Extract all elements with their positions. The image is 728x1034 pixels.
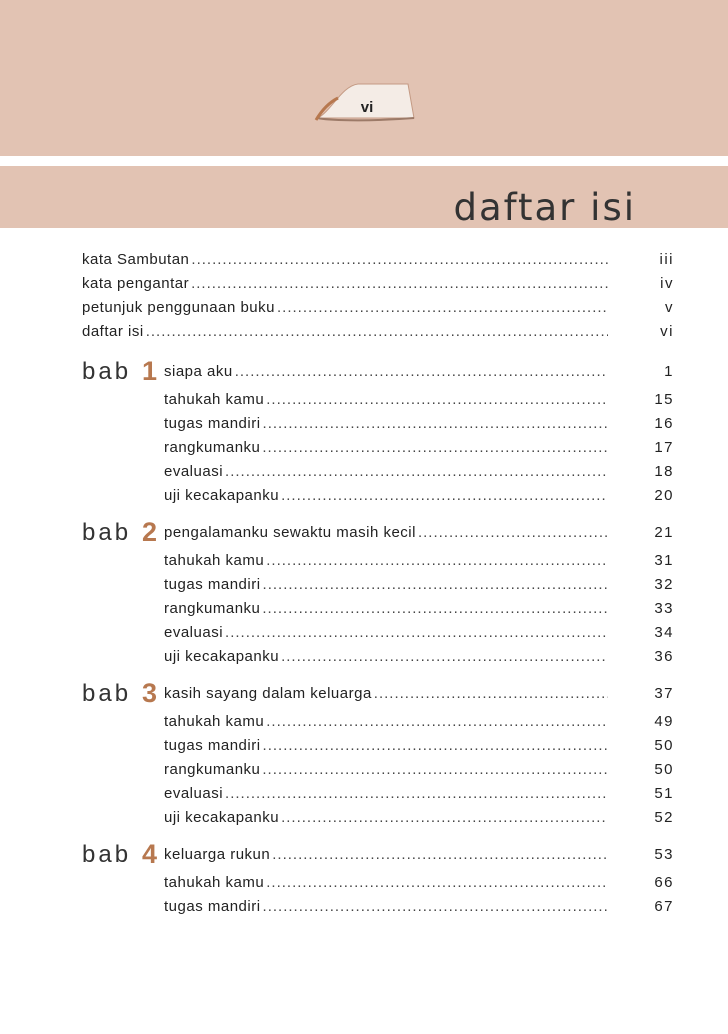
toc-entry-page: 67 [654,898,674,915]
toc-entry-leader [164,734,608,758]
chapter-title: keluarga rukun [164,843,272,867]
toc-entry-leader [164,806,608,830]
toc-entry-page: 31 [654,552,674,569]
dot-leader [272,843,608,867]
dot-leader [262,597,608,621]
toc-entry [82,412,678,436]
toc-entry-page: v [665,299,674,316]
toc-entry [82,782,678,806]
chapter-title: kasih sayang dalam keluarga [164,682,374,706]
toc-entry-page: 52 [654,809,674,826]
toc-entry-leader [164,388,608,412]
toc-entry-label: tahukah kamu [164,549,266,573]
toc-entry-page: 20 [654,487,674,504]
toc-entry-page: 34 [654,624,674,641]
toc-entry-leader [82,248,608,272]
chapter-number: 1 [142,356,158,386]
chapter-bab-label: bab [82,841,132,868]
toc-entry-leader [82,296,608,320]
toc-entry-page: 33 [654,600,674,617]
dot-leader [225,460,608,484]
dot-leader [266,710,608,734]
dot-leader [266,549,608,573]
chapter-title-leader [164,682,608,706]
toc-entry-label: uji kecakapanku [164,645,281,669]
toc-entry-label: tahukah kamu [164,871,266,895]
toc-entry-label: tugas mandiri [164,573,263,597]
toc-entry-label: daftar isi [82,320,146,344]
toc-entry [82,710,678,734]
toc-entry-page: iii [659,251,674,268]
toc-entry [82,388,678,412]
dot-leader [225,782,608,806]
dot-leader [262,758,608,782]
toc-entry-leader [164,573,608,597]
toc-entry-leader [164,460,608,484]
chapter-title: siapa aku [164,360,235,384]
chapter-number: 4 [142,839,158,869]
toc-entry-label: kata Sambutan [82,248,191,272]
toc-entry [82,871,678,895]
toc-entry [82,320,678,344]
chapter-number: 3 [142,678,158,708]
dot-leader [281,645,608,669]
chapter-title-leader [164,360,608,384]
dot-leader [281,806,608,830]
chapter-number: 2 [142,517,158,547]
dot-leader [277,296,608,320]
chapter-bab-label: bab [82,519,132,546]
toc-entry-label: tugas mandiri [164,412,263,436]
dot-leader [263,412,608,436]
chapter-title: pengalamanku sewaktu masih kecil [164,521,418,545]
toc-entry-page: 49 [654,713,674,730]
toc-entry [82,806,678,830]
toc-entry-page: 36 [654,648,674,665]
toc-entry-label: evaluasi [164,460,225,484]
dot-leader [191,272,608,296]
toc-entry [82,296,678,320]
dot-leader [191,248,608,272]
dot-leader [225,621,608,645]
toc-entry-label: evaluasi [164,621,225,645]
chapter-page: 53 [654,846,674,863]
dot-leader [146,320,608,344]
toc-entry-leader [164,412,608,436]
toc-entry-leader [164,621,608,645]
dot-leader [266,871,608,895]
dot-leader [374,682,608,706]
chapter-title-leader [164,843,608,867]
chapter-heading [82,356,678,388]
toc-entry [82,248,678,272]
toc-entry [82,758,678,782]
toc-entry-label: tahukah kamu [164,710,266,734]
toc-entry-page: 18 [654,463,674,480]
toc-entry-leader [82,272,608,296]
toc-entry [82,645,678,669]
toc-entry-leader [164,549,608,573]
toc-entry-leader [82,320,608,344]
dot-leader [263,895,608,919]
toc-entry-label: uji kecakapanku [164,806,281,830]
chapter-heading [82,839,678,871]
toc-entry-page: 50 [654,737,674,754]
toc-entry-leader [164,871,608,895]
toc-entry-leader [164,895,608,919]
chapter-page: 21 [654,524,674,541]
toc-entry-leader [164,782,608,806]
toc-entry-label: tahukah kamu [164,388,266,412]
toc-entry [82,597,678,621]
toc-entry [82,895,678,919]
dot-leader [266,388,608,412]
toc-entry-label: tugas mandiri [164,734,263,758]
dot-leader [281,484,608,508]
toc-entry [82,436,678,460]
toc-entry-page: 50 [654,761,674,778]
toc-entry-leader [164,645,608,669]
toc-entry-label: rangkumanku [164,436,262,460]
toc-entry [82,621,678,645]
toc-entry [82,460,678,484]
chapter-heading [82,678,678,710]
chapter-page: 37 [654,685,674,702]
toc-entry [82,272,678,296]
toc-entry-leader [164,436,608,460]
toc-entry-leader [164,758,608,782]
toc-entry-page: 16 [654,415,674,432]
toc-entry-label: evaluasi [164,782,225,806]
chapter-page: 1 [664,363,674,380]
toc-entry-page: 32 [654,576,674,593]
toc-entry-page: 15 [654,391,674,408]
toc-entry-page: 17 [654,439,674,456]
toc-entry [82,549,678,573]
toc-entry-label: kata pengantar [82,272,191,296]
header-band [0,0,728,156]
toc-entry [82,734,678,758]
toc-entry-page: 66 [654,874,674,891]
chapter-bab-label: bab [82,358,132,385]
chapter-heading [82,517,678,549]
toc-entry-label: rangkumanku [164,597,262,621]
chapter-bab-label: bab [82,680,132,707]
toc-entry-page: 51 [654,785,674,802]
toc-entry-label: rangkumanku [164,758,262,782]
toc-entry-leader [164,597,608,621]
table-of-contents [82,248,678,919]
toc-entry-page: vi [660,323,674,340]
chapter-title-leader [164,521,608,545]
dot-leader [263,734,608,758]
page-title: daftar isi [453,186,636,229]
toc-entry [82,484,678,508]
toc-entry-leader [164,710,608,734]
dot-leader [262,436,608,460]
page-number: vi [360,99,374,116]
dot-leader [263,573,608,597]
toc-entry-label: tugas mandiri [164,895,263,919]
dot-leader [418,521,608,545]
dot-leader [235,360,608,384]
toc-entry-label: uji kecakapanku [164,484,281,508]
toc-entry-leader [164,484,608,508]
toc-entry [82,573,678,597]
toc-entry-label: petunjuk penggunaan buku [82,296,277,320]
toc-entry-page: iv [660,275,674,292]
